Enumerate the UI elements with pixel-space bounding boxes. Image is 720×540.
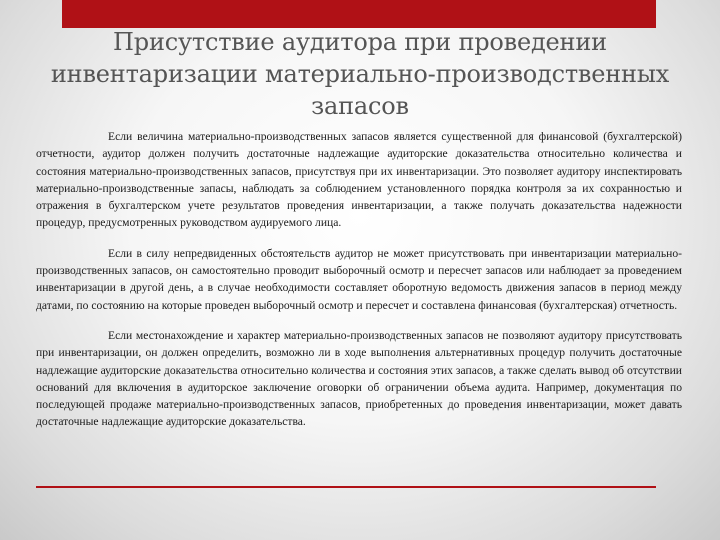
slide-body bbox=[36, 128, 682, 431]
slide-title: Присутствие аудитора при проведении инвентаризации материально-производственных запасов bbox=[50, 28, 670, 120]
top-accent-bar bbox=[62, 0, 656, 28]
paragraph-unforeseen-circumstances: Если в силу непредвиденных обстоятельств аудитор не может присутствовать при инвентаризации материально-производственных запасов, он самостоятельно проводит выборочный осмотр и пересчет запасов или наблюдает за проведением инвентаризации в другой день, а в случае необходимости составляет оборотную ведомость движения запасов в период между датами, по состоянию на которые проведен выборочный осмотр и пересчет и составлена финансовая (бухгалтерская) отчетность. bbox=[36, 246, 682, 312]
paragraph-presence-required: Если величина материально-производственных запасов является существенной для финансовой (бухгалтерской) отчетности, аудитор должен получить достаточные надлежащие аудиторские доказательства относительно количества и состояния материально-производственных запасов, присутствуя при их инвентаризации. Это позволяет аудитору инспектировать материально-производственные запасы, наблюдать за соблюдением установленного порядка контроля за их сохранностью и отражения в бухгалтерском учете результатов проведения инвентаризации, а также получать доказательства надежности процедур, предусмотренных руководством аудируемого лица. bbox=[36, 130, 682, 230]
bottom-accent-line bbox=[36, 486, 656, 488]
paragraph-alternative-procedures: Если местонахождение и характер материально-производственных запасов не позволяют аудитору присутствовать при инвентаризации, он должен определить, возможно ли в ходе выполнения альтернативных процедур получить достаточные надлежащие аудиторские доказательства относительно количества и состояния этих запасов, а также сделать вывод об отсутствии оснований для включения в аудиторское заключение оговорки об ограничении объема аудита. Например, документация по последующей продаже материально-производственных запасов, приобретенных до проведения инвентаризации, может давать достаточные надлежащие аудиторские доказательства. bbox=[36, 328, 682, 429]
